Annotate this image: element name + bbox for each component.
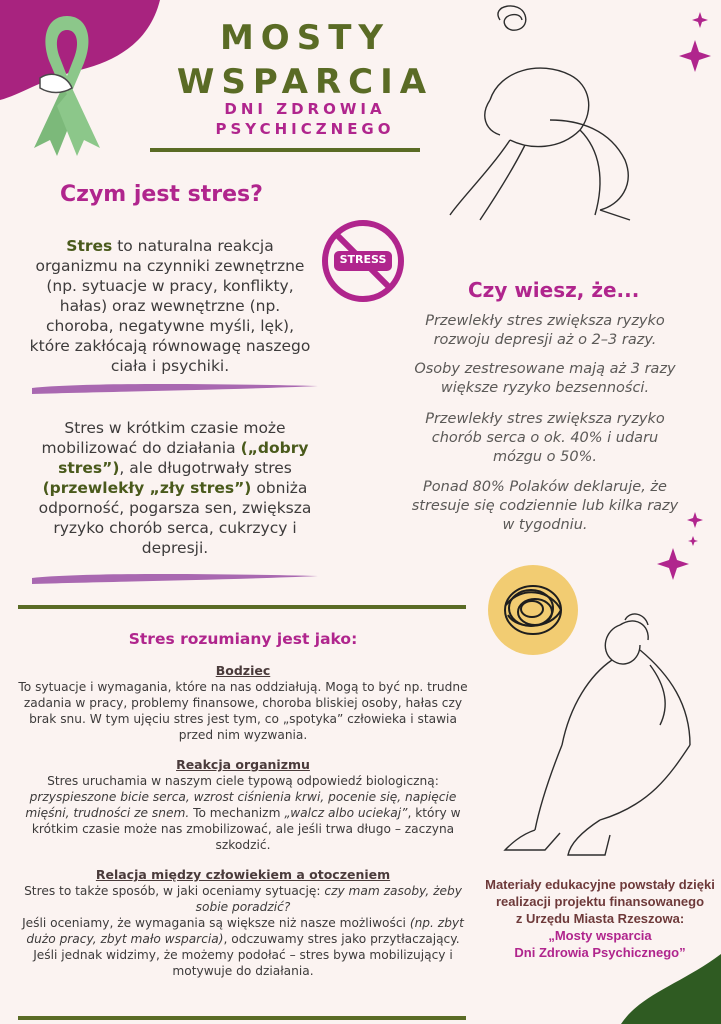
fact-item: Przewlekły stres zwiększa ryzyko chorób serca o ok. 40% i udaru mózgu o 50%.	[425, 411, 665, 465]
sitting-person-illustration	[430, 0, 670, 240]
body-reaction-text: Stres uruchamia w naszym ciele typową odpowiedź biologiczną: przyspieszone bicie serca, wzrost ciśnienia krwi, pocenie się, napięcie mięśni, trudności ze snem. To mechanizm „walcz albo uciekaj”, który w krótkim czasie może nas zmobilizować, ale jeśli trwa długo – zaczyna szkodzić.	[25, 774, 461, 852]
bottom-divider	[18, 1016, 466, 1020]
stimulus-text: To sytuacje i wymagania, które na nas oddziałują. Mogą to być np. trudne zadania w pracy, problemy finansowe, choroba bliskiej osoby, hałas czy brak snu. W tym ujęciu stres jest tym, co „spotyka” człowieka i stawia przed nim wyzwania.	[18, 680, 468, 742]
subtitle-line2: PSYCHICZNEGO	[215, 120, 395, 138]
awareness-ribbon-icon	[22, 8, 112, 158]
brush-divider	[30, 570, 320, 586]
section-divider	[18, 605, 466, 609]
section-heading-stress-understood: Stres rozumiany jest jako:	[128, 630, 358, 648]
corner-blob-bottom-right	[611, 954, 721, 1024]
funding-credit: Materiały edukacyjne powstały dzięki realizacji projektu finansowanego z Urzędu Miasta Rzeszowa: „Mosty wsparcia Dni Zdrowia Psychicznego”	[485, 877, 715, 960]
no-stress-label: STRESS	[339, 253, 387, 266]
fact-item: Osoby zestresowane mają aż 3 razy większe ryzyko bezsenności.	[414, 361, 676, 396]
good-bad-stress-paragraph: Stres w krótkim czasie może mobilizować do działania („dobry stres”), ale długotrwały stres (przewlekły „zły stres”) obniża odporność, pogarsza sen, zwiększa ryzyko chorób serca, cukrzycy i depresji.	[38, 419, 312, 557]
section-heading-did-you-know: Czy wiesz, że...	[468, 278, 640, 302]
fact-item: Przewlekły stres zwiększa ryzyko rozwoju depresji aż o 2–3 razy.	[425, 313, 665, 348]
stressed-person-illustration	[500, 605, 710, 860]
subheading-body-reaction: Reakcja organizmu	[176, 757, 310, 772]
fact-item: Ponad 80% Polaków deklaruje, że stresuje się codziennie lub kilka razy w tygodniu.	[411, 479, 679, 533]
sparkle-icon	[655, 510, 710, 580]
sparkle-icon	[670, 10, 720, 100]
brush-divider	[30, 380, 320, 396]
subtitle-line1: DNI ZDROWIA	[224, 100, 386, 118]
subheading-stimulus: Bodziec	[215, 663, 271, 678]
section-heading-what-is-stress: Czym jest stres?	[60, 182, 263, 207]
stress-bold-word: Stres	[66, 237, 113, 255]
stress-definition-text: to naturalna reakcja organizmu na czynniki zewnętrzne (np. sytuacje w pracy, konflikty, hałas) oraz wewnętrzne (np. choroba, negatywne myśli, lęk), które zakłócają równowagę naszego ciała i psychiki.	[29, 237, 311, 375]
relation-text: Stres to także sposób, w jaki oceniamy sytuację: czy mam zasoby, żeby sobie poradzić? Jeśli oceniamy, że wymagania są większe niż nasze możliwości (np. zbyt dużo pracy, zbyt mało wsparcia), odczuwamy stres jako przytłaczający. Jeśli jednak widzimy, że możemy podołać – stres bywa mobilizujący i motywuje do działania.	[22, 884, 464, 978]
title-line1: MOSTY	[219, 18, 391, 58]
stress-definition-paragraph	[25, 236, 315, 376]
subheading-relation: Relacja między człowiekiem a otoczeniem	[95, 867, 391, 882]
no-stress-icon	[320, 218, 406, 304]
title-line2: WSPARCIA	[176, 62, 434, 102]
header-divider	[150, 148, 420, 152]
